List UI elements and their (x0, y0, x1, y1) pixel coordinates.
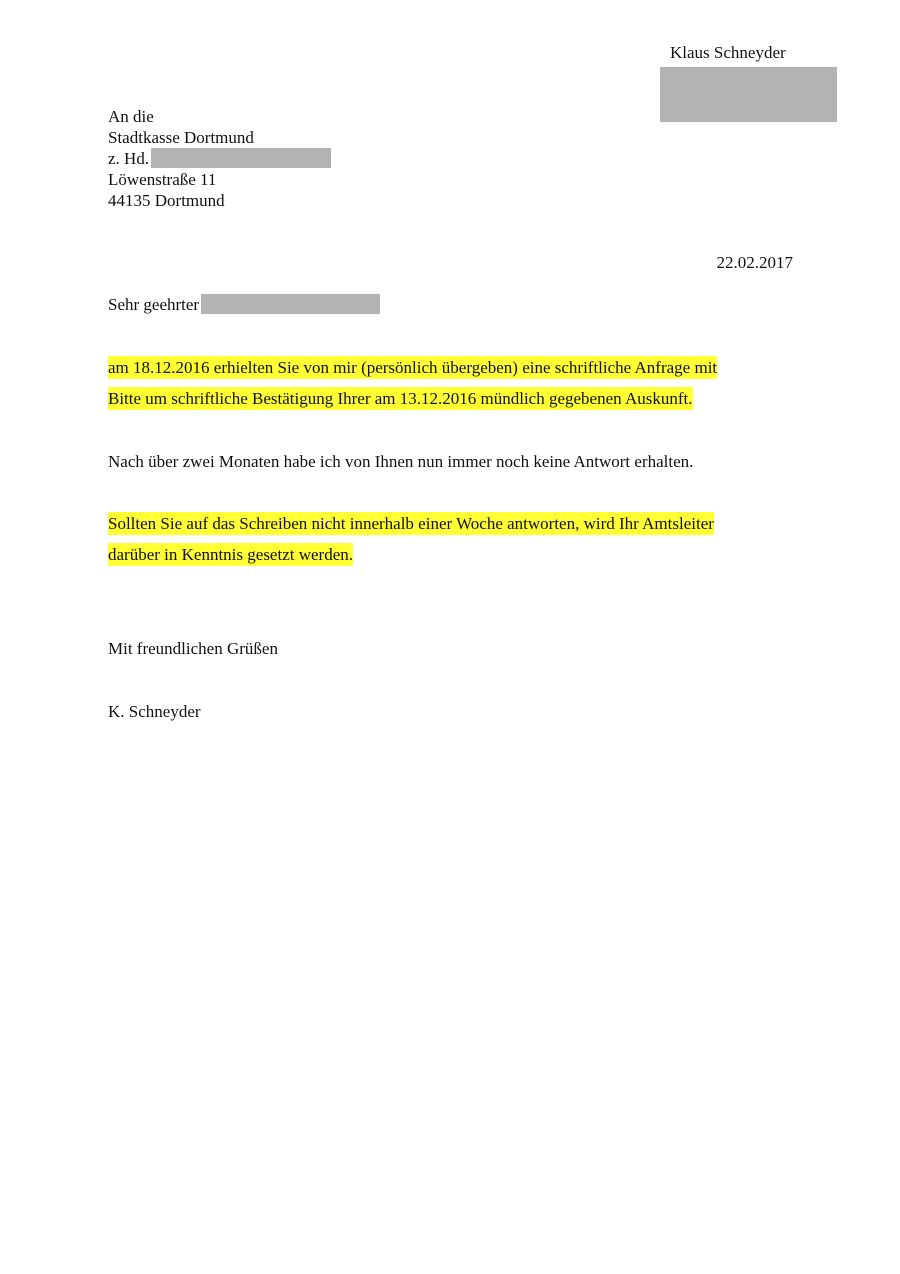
highlighted-text-line: am 18.12.2016 erhielten Sie von mir (persönlich übergeben) eine schriftliche Anfrage mit (108, 358, 718, 377)
paragraph-request-reference (108, 352, 717, 414)
highlighted-text-line: Sollten Sie auf das Schreiben nicht innerhalb einer Woche antworten, wird Ihr Amtsleiter (108, 514, 714, 533)
salutation-name-redaction (201, 294, 380, 314)
paragraph-no-response (108, 446, 693, 477)
recipient-organization: Stadtkasse Dortmund (108, 128, 254, 147)
recipient-line-an-die: An die (108, 107, 154, 126)
sender-name: Klaus Schneyder (670, 43, 786, 62)
signature: K. Schneyder (108, 702, 201, 721)
recipient-address (108, 106, 331, 211)
salutation-text: Sehr geehrter (108, 295, 200, 314)
paragraph-escalation-notice (108, 508, 714, 570)
recipient-street: Löwenstraße 11 (108, 170, 217, 189)
body-text-line: Nach über zwei Monaten habe ich von Ihnen nun immer noch keine Antwort erhalten. (108, 452, 694, 471)
highlighted-text-line: Bitte um schriftliche Bestätigung Ihrer am 13.12.2016 mündlich gegebenen Auskunft. (108, 389, 693, 408)
letter-date: 22.02.2017 (716, 253, 793, 272)
recipient-city: 44135 Dortmund (108, 191, 225, 210)
salutation (108, 294, 380, 315)
sender-address-redaction (660, 67, 837, 122)
recipient-attn-line (108, 148, 331, 169)
attn-prefix: z. Hd. (108, 149, 150, 168)
attn-name-redaction (151, 148, 331, 168)
highlighted-text-line: darüber in Kenntnis gesetzt werden. (108, 545, 353, 564)
closing-phrase: Mit freundlichen Grüßen (108, 639, 278, 658)
